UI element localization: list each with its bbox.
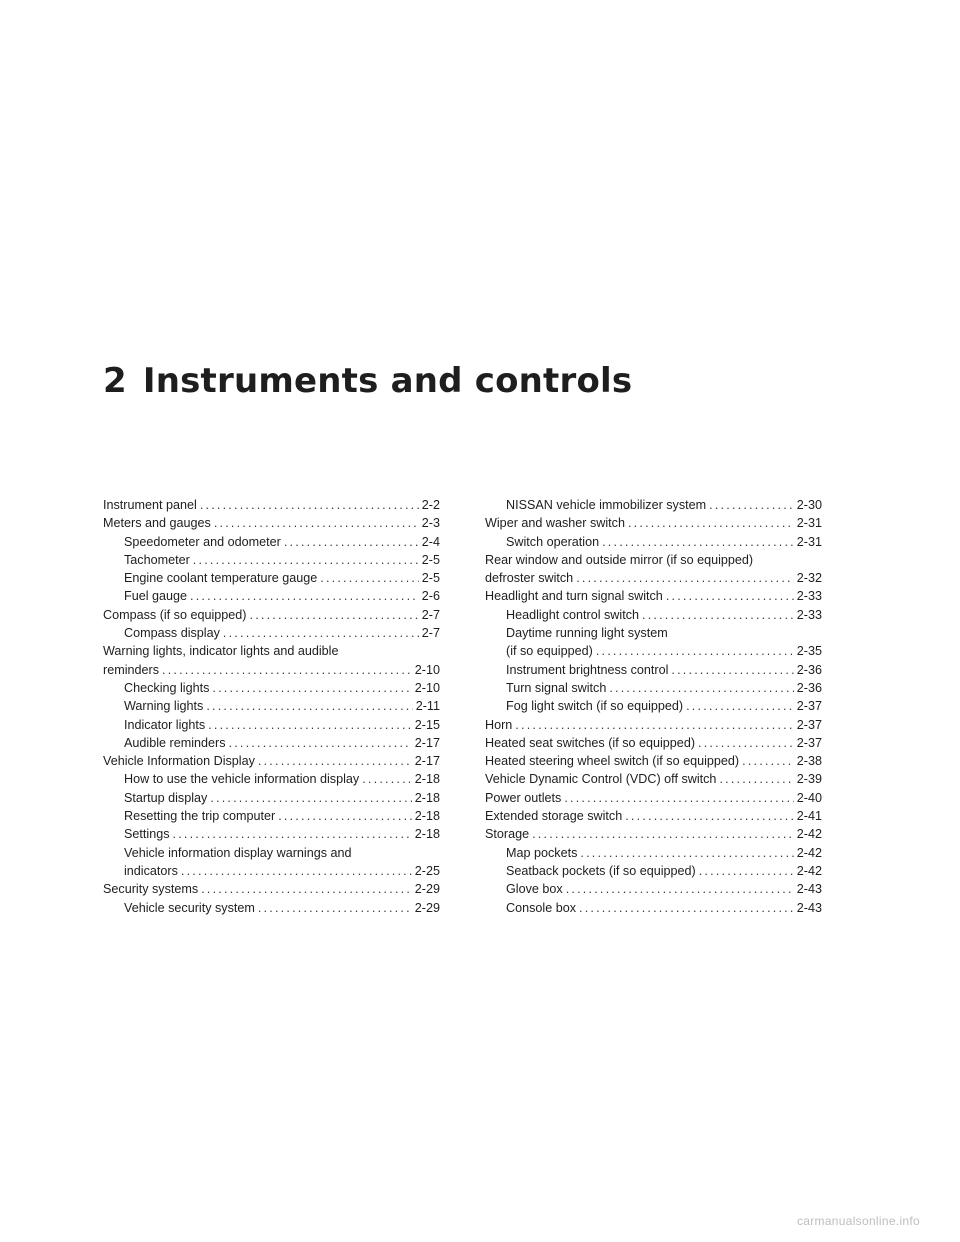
dot-leader [320, 569, 419, 587]
dot-leader [625, 807, 794, 825]
toc-page-number: 2-6 [421, 589, 440, 604]
toc-entry-title: Startup display [124, 790, 208, 805]
toc-entry-title: Wiper and washer switch [485, 516, 625, 531]
dot-leader [576, 569, 794, 587]
toc-entry[interactable] [103, 551, 440, 569]
toc-entry-title: Heated seat switches (if so equipped) [485, 735, 696, 750]
toc-page-number: 2-43 [796, 900, 822, 915]
toc-entry[interactable] [485, 770, 822, 788]
toc-entry-title: NISSAN vehicle immobilizer system [506, 498, 707, 512]
toc-entry-title: Extended storage switch [485, 809, 623, 824]
toc-entry-title: Glove box [506, 882, 563, 897]
dot-leader [200, 496, 419, 514]
dot-leader [719, 770, 793, 788]
toc-entry[interactable] [103, 624, 440, 642]
toc-entry[interactable] [103, 880, 440, 898]
dot-leader [278, 807, 412, 825]
toc-entry[interactable] [485, 807, 822, 825]
toc-entry[interactable] [103, 825, 440, 843]
chapter-title [103, 361, 632, 401]
toc-entry-title: reminders [103, 662, 159, 677]
dot-leader [193, 551, 419, 569]
dot-leader [181, 862, 412, 880]
dot-leader [201, 880, 412, 898]
toc-entry-title: Storage [485, 827, 530, 842]
dot-leader [686, 697, 794, 715]
toc-entry[interactable] [485, 496, 822, 514]
toc-entry[interactable] [103, 770, 440, 788]
toc-page-number: 2-42 [796, 827, 822, 842]
toc-entry[interactable] [103, 496, 440, 514]
toc-entry[interactable] [103, 514, 440, 532]
toc-entry[interactable] [485, 844, 822, 862]
toc-entry[interactable] [103, 789, 440, 807]
dot-leader [258, 752, 412, 770]
toc-entry[interactable] [103, 606, 440, 624]
toc-entry-title: Audible reminders [124, 735, 226, 750]
toc-page-number: 2-37 [796, 735, 822, 750]
toc-entry[interactable] [103, 679, 440, 697]
toc-entry[interactable] [485, 587, 822, 605]
toc-entry[interactable] [485, 514, 822, 532]
toc-page-number: 2-42 [796, 845, 822, 860]
dot-leader [206, 697, 412, 715]
toc-entry-title: Instrument brightness control [506, 662, 669, 677]
toc-entry-title: Instrument panel [103, 498, 197, 512]
dot-leader [609, 679, 793, 697]
dot-leader [284, 533, 419, 551]
dot-leader [566, 880, 794, 898]
chapter-number: 2 [103, 361, 127, 401]
toc-entry-title: Indicator lights [124, 717, 206, 732]
dot-leader [190, 587, 419, 605]
dot-leader [742, 752, 794, 770]
dot-leader [210, 789, 411, 807]
toc-page-number: 2-31 [796, 534, 822, 549]
toc-entry-title: defroster switch [485, 571, 574, 586]
toc-page-number: 2-36 [796, 662, 822, 677]
toc-entry-title: Switch operation [506, 534, 600, 549]
toc-entry-title: Checking lights [124, 680, 210, 695]
toc-page-number: 2-32 [796, 571, 822, 586]
toc-page-number: 2-5 [421, 571, 440, 586]
toc-entry[interactable] [103, 807, 440, 825]
toc-left-column [103, 496, 440, 917]
toc-entry[interactable] [485, 624, 822, 661]
dot-leader [671, 661, 793, 679]
toc-entry[interactable] [485, 825, 822, 843]
toc-entry-title: Speedometer and odometer [124, 534, 281, 549]
chapter-title-text: Instruments and controls [142, 361, 633, 401]
toc-entry-title-line: Rear window and outside mirror (if so equipped) [485, 552, 754, 567]
toc-entry-title-line: Daytime running light system [506, 626, 668, 641]
toc-entry-title: How to use the vehicle information display [124, 772, 360, 787]
toc-entry[interactable] [103, 844, 440, 881]
toc-entry[interactable] [103, 569, 440, 587]
toc-page-number: 2-7 [421, 626, 440, 641]
toc-page-number: 2-18 [414, 827, 440, 842]
toc-page-number: 2-3 [421, 516, 440, 531]
toc-page-number: 2-29 [414, 900, 440, 915]
watermark: carmanualsonline.info [796, 1214, 920, 1228]
dot-leader [564, 789, 793, 807]
toc-page-number: 2-33 [796, 589, 822, 604]
dot-leader [699, 862, 794, 880]
toc-entry-title: Compass (if so equipped) [103, 607, 247, 622]
toc-page-number: 2-18 [414, 790, 440, 805]
toc-entry-title: Meters and gauges [103, 516, 211, 531]
toc-entry-title: Tachometer [124, 552, 190, 567]
dot-leader [223, 624, 419, 642]
toc-page-number: 2-38 [796, 754, 822, 769]
toc-entry[interactable] [485, 716, 822, 734]
toc-entry[interactable] [103, 587, 440, 605]
toc-entry-title: Horn [485, 717, 513, 732]
toc-entry[interactable] [485, 734, 822, 752]
toc-entry-title-line: Warning lights, indicator lights and audible [103, 644, 339, 659]
toc-entry-title: Engine coolant temperature gauge [124, 571, 318, 586]
toc-entry-title: indicators [124, 863, 178, 878]
toc-entry-title: Fog light switch (if so equipped) [506, 699, 684, 714]
dot-leader [596, 642, 794, 660]
toc-entry[interactable] [485, 661, 822, 679]
toc-entry-title: (if so equipped) [506, 644, 593, 659]
dot-leader [666, 587, 794, 605]
dot-leader [698, 734, 794, 752]
toc-entry[interactable] [485, 606, 822, 624]
toc-page-number: 2-43 [796, 882, 822, 897]
toc-right-column [485, 496, 822, 917]
toc-page-number: 2-5 [421, 552, 440, 567]
toc-entry-title: Headlight control switch [506, 607, 639, 622]
toc-page-number: 2-37 [796, 699, 822, 714]
toc-entry-title: Settings [124, 827, 170, 842]
toc-page-number: 2-33 [796, 607, 822, 622]
toc-page-number: 2-35 [796, 644, 822, 659]
toc-entry[interactable] [485, 679, 822, 697]
toc-entry-title: Console box [506, 900, 577, 915]
toc-entry[interactable] [103, 716, 440, 734]
toc-page-number: 2-10 [414, 662, 440, 677]
dot-leader [628, 514, 794, 532]
toc-entry-title: Resetting the trip computer [124, 809, 276, 824]
toc-page-number: 2-41 [796, 809, 822, 824]
toc-page-number: 2-10 [414, 680, 440, 695]
toc-entry-title: Compass display [124, 626, 220, 641]
toc-page-number: 2-31 [796, 516, 822, 531]
toc-page-number: 2-2 [421, 498, 440, 512]
toc-entry[interactable] [485, 551, 822, 588]
toc-entry-title: Headlight and turn signal switch [485, 589, 663, 604]
toc-entry-title: Vehicle Dynamic Control (VDC) off switch [485, 772, 717, 787]
dot-leader [515, 716, 793, 734]
toc-entry[interactable] [485, 862, 822, 880]
toc-page-number: 2-36 [796, 680, 822, 695]
toc-entry-title: Heated steering wheel switch (if so equipped) [485, 754, 740, 769]
toc-page-number: 2-17 [414, 735, 440, 750]
toc-page-number: 2-42 [796, 863, 822, 878]
toc-entry-title: Fuel gauge [124, 589, 188, 604]
dot-leader [362, 770, 412, 788]
toc-page-number: 2-25 [414, 863, 440, 878]
toc-entry-title: Turn signal switch [506, 680, 607, 695]
dot-leader [258, 899, 412, 917]
toc-entry[interactable] [103, 533, 440, 551]
toc-entry-title: Power outlets [485, 790, 562, 805]
toc-entry-title: Seatback pockets (if so equipped) [506, 863, 696, 878]
dot-leader [250, 606, 419, 624]
toc-entry[interactable] [103, 642, 440, 679]
dot-leader [173, 825, 412, 843]
toc-entry-title: Security systems [103, 882, 199, 897]
dot-leader [579, 899, 794, 917]
toc-page-number: 2-40 [796, 790, 822, 805]
toc-entry[interactable] [103, 734, 440, 752]
dot-leader [709, 496, 794, 514]
toc-entry[interactable] [485, 880, 822, 898]
toc-entry-title: Map pockets [506, 845, 578, 860]
toc-entry[interactable] [485, 752, 822, 770]
toc-page-number: 2-15 [414, 717, 440, 732]
toc-entry-title-line: Vehicle information display warnings and [124, 845, 352, 860]
toc-entry[interactable] [485, 899, 822, 917]
dot-leader [214, 514, 419, 532]
dot-leader [229, 734, 412, 752]
toc-entry-title: Warning lights [124, 699, 204, 714]
toc-page-number: 2-30 [796, 498, 822, 512]
toc-entry[interactable] [103, 752, 440, 770]
toc-entry-title: Vehicle security system [124, 900, 255, 915]
toc-page-number: 2-4 [421, 534, 440, 549]
toc-page-number: 2-7 [421, 607, 440, 622]
dot-leader [208, 716, 412, 734]
toc-entry[interactable] [103, 899, 440, 917]
toc-entry[interactable] [485, 533, 822, 551]
toc-entry[interactable] [485, 789, 822, 807]
dot-leader [212, 679, 411, 697]
toc-page-number: 2-18 [414, 772, 440, 787]
toc-page-number: 2-17 [414, 754, 440, 769]
toc-page-number: 2-37 [796, 717, 822, 732]
toc-page-number: 2-11 [415, 699, 440, 714]
toc-entry-title: Vehicle Information Display [103, 754, 255, 769]
toc-page-number: 2-29 [414, 882, 440, 897]
dot-leader [602, 533, 794, 551]
dot-leader [162, 661, 412, 679]
toc-entry[interactable] [103, 697, 440, 715]
toc-page-number: 2-39 [796, 772, 822, 787]
dot-leader [580, 844, 793, 862]
toc-entry[interactable] [485, 697, 822, 715]
toc-page-number: 2-18 [414, 809, 440, 824]
dot-leader [532, 825, 794, 843]
dot-leader [642, 606, 794, 624]
